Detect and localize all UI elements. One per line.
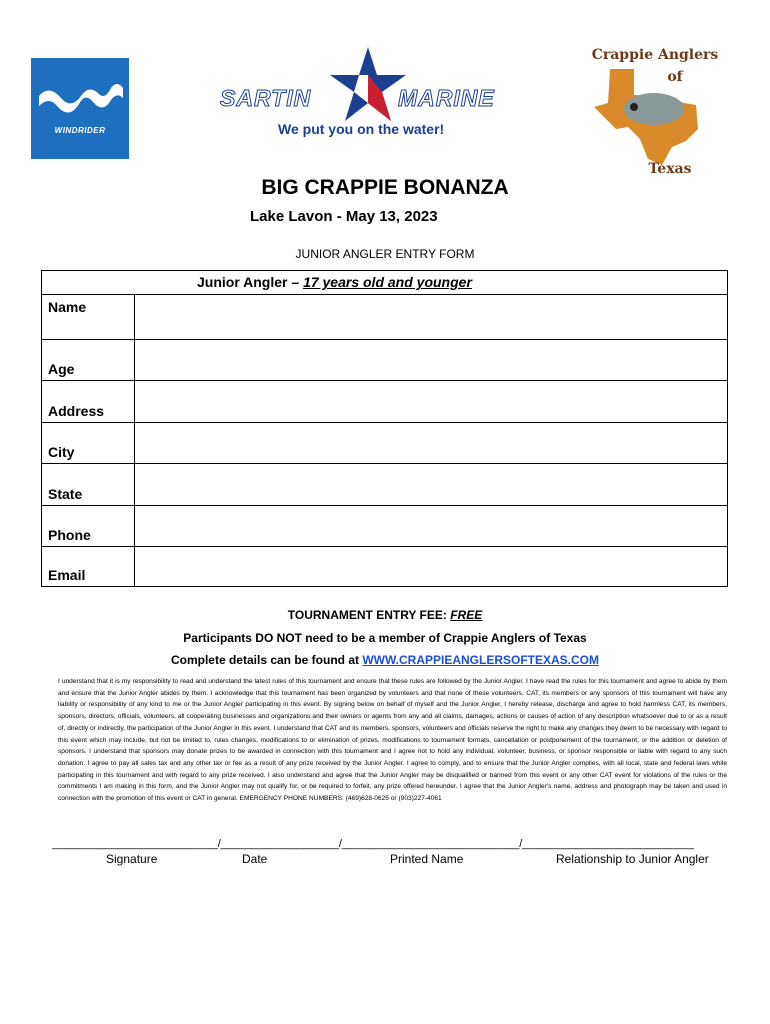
entry-fee-value: FREE [450,608,483,622]
windrider-wave-icon [31,58,129,128]
email-field[interactable] [134,547,727,586]
name-field[interactable] [134,295,727,339]
sartin-word: SARTIN [220,85,312,111]
star-icon [328,45,408,123]
entry-form-table [41,270,728,587]
form-row-email [42,547,727,586]
event-subtitle: Lake Lavon - May 13, 2023 [250,208,438,225]
cat-logo-line3: Texas [648,161,692,177]
relationship-label: Relationship to Junior Angler [556,852,709,866]
field-label: Phone [48,527,91,543]
address-field[interactable] [134,381,727,422]
field-label: Age [48,361,75,377]
signature-label: Signature [106,852,158,866]
phone-field[interactable] [134,506,727,546]
details-prefix: Complete details can be found at [170,653,363,667]
windrider-wordmark: WINDRIDER [54,126,106,135]
field-label: Email [48,567,86,583]
field-label: Address [48,403,105,419]
details-note [0,653,770,667]
form-row-address [42,381,727,423]
form-row-state [42,464,727,506]
entry-fee-label: TOURNAMENT ENTRY FEE: [287,608,451,622]
sartin-tagline: We put you on the water! [278,121,445,137]
form-header [42,271,727,295]
date-label: Date [242,852,268,866]
field-label: City [48,444,75,460]
cat-logo-line1: Crappie Anglers [591,47,719,63]
form-header-age-limit: 17 years old and younger [303,274,472,290]
field-label: Name [48,299,87,315]
age-field[interactable] [134,340,727,380]
membership-note: Participants DO NOT need to be a member of Crappie Anglers of Texas [183,631,587,645]
state-field[interactable] [134,464,727,505]
entry-fee [0,608,770,622]
windrider-logo [31,58,129,159]
sartin-marine-logo [220,45,520,145]
form-row-age [42,340,727,381]
liability-waiver-text: I understand that it is my responsibility to read and understand the latest rules of this tournament and ensure that these rules are followed by the Junior Angler. I have read the rules for this tournament and agree to abide by them and ensure that the Junior Angler abides by them. I acknowledge that this tournament has been organized by volunteers and that none of these volunteers, CAT, its members or any sponsors of this tournament will have any liability or responsibility of any kind to me or the Junior Angler participating in this event. By signing below on behalf of myself and the Junior Angler, I hereby release, discharge and agree to hold harmless CAT, its members, sponsors, directors, officials, volunteers, all cooperating businesses and organizations and their owners or agents from any and all claims, damages, actions or causes of action of any description whatsoever due to or as a result of, directly or indirectly, the participation of the Junior Angler in this event. I understand that CAT and its members, sponsors, volunteers and officials reserve the right to make any changes they deem to be necessary with regard to this event which may include, but not be limited to, rules changes, modifications to or elimination of prizes, modifications to tournament formats, cancellation or postponement of the tournament, or the addition or deletion of sponsors. I understand that sponsors may donate prizes to be awarded in connection with this tournament and I agree not to hold any individual, volunteer, business, or sponsor responsible or liable with regard to any such donation. I agree to pay all sales tax and any other tax or fee as a result of any prize received by the Junior Angler. I agree to comply, and to ensure that the Junior Angler complies, with all local, state and federal laws while participating in this tournament and with regard to any prize received. I also understand and agree that the Junior Angler may be disqualified or banned from this event or any other CAT event for violations of the rules or the commitments I am making in this form, and the Junior Angler may not qualify for, or be required to forfeit, any prize offered hereunder. I agree that the Junior Angler's name, address and photograph may be taken and used in connection with the promotion of this event or CAT in general. EMERGENCY PHONE NUMBERS: (469)628-0625 or (903)227-4061 [58,678,727,803]
crappie-anglers-logo [580,45,730,180]
website-link[interactable]: WWW.CRAPPIEANGLERSOFTEXAS.COM [362,653,600,667]
form-row-phone [42,506,727,547]
signature-lines[interactable]: ____________________________/____________________/______________________________/_____________________________ [52,838,694,850]
form-row-name [42,295,727,340]
form-row-city [42,423,727,464]
form-title: JUNIOR ANGLER ENTRY FORM [295,247,475,261]
marine-word: MARINE [398,85,495,111]
city-field[interactable] [134,423,727,463]
page-title: BIG CRAPPIE BONANZA [261,176,509,199]
field-label: State [48,486,83,502]
printed-name-label: Printed Name [390,852,464,866]
cat-logo-line2: of [667,69,683,85]
form-header-prefix: Junior Angler – [197,274,304,290]
